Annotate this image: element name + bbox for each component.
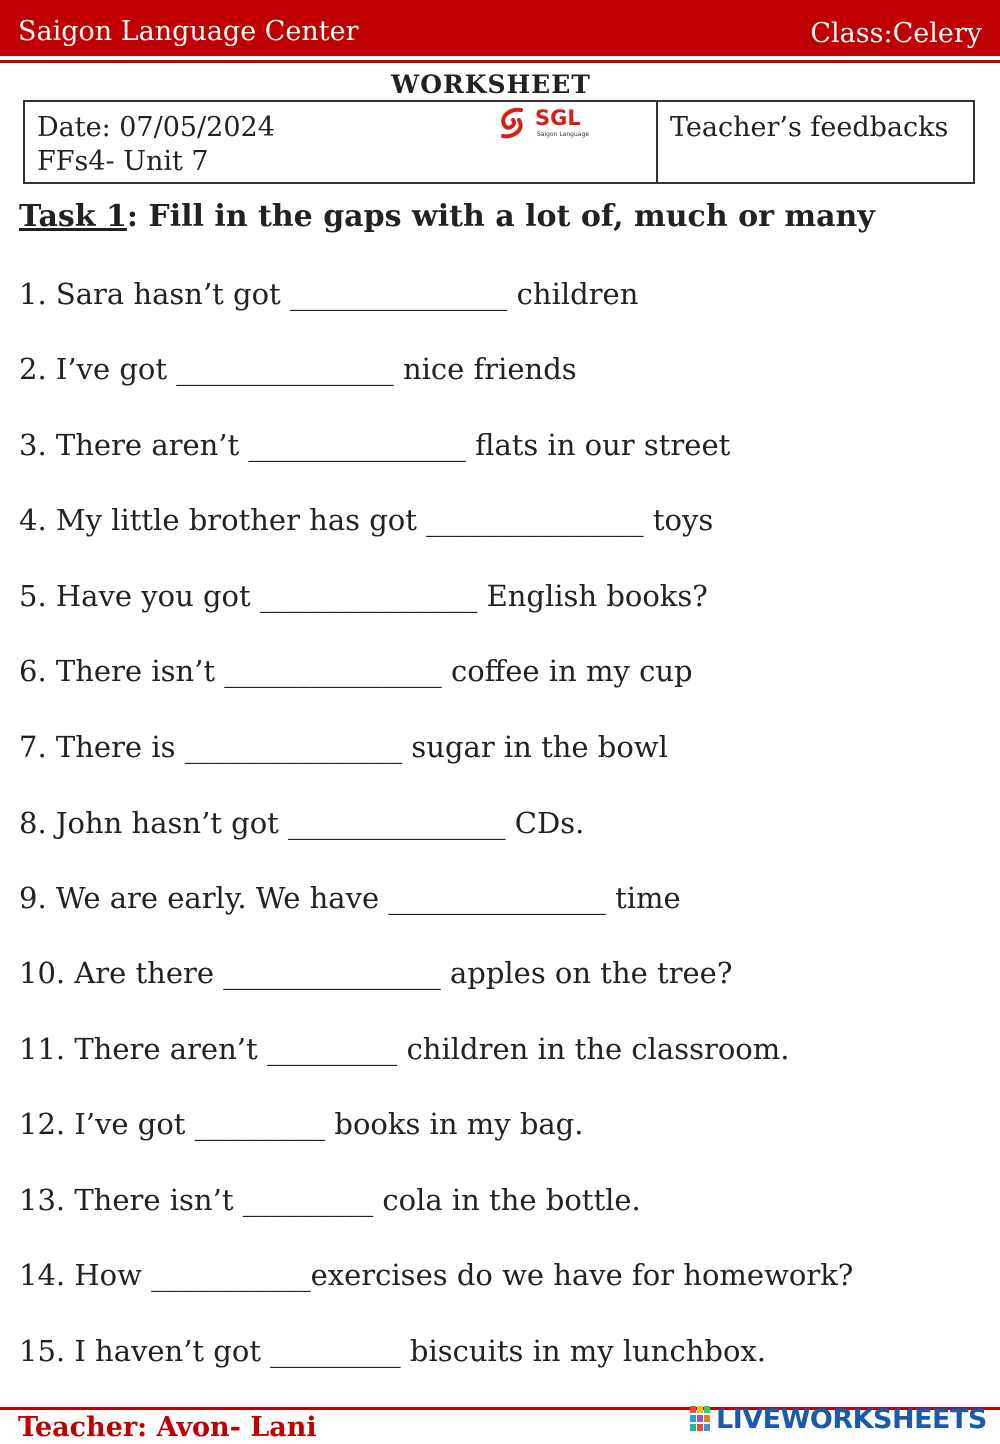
- question-14: 14. How ___________exercises do we have for homework?: [19, 1258, 854, 1292]
- task-heading: [19, 199, 875, 234]
- liveworksheets-logo-icon: [690, 1406, 712, 1434]
- question-2: 2. I’ve got _______________ nice friends: [19, 352, 577, 386]
- info-box: [23, 100, 975, 184]
- info-box-divider: [656, 102, 658, 182]
- teacher-feedback-label: Teacher’s feedbacks: [670, 112, 949, 143]
- sgl-logo: [495, 104, 595, 142]
- sgl-logo-mark-icon: [495, 106, 531, 140]
- question-7: 7. There is _______________ sugar in the bowl: [19, 730, 668, 764]
- header-divider: [0, 60, 1000, 63]
- liveworksheets-text: LIVEWORKSHEETS: [716, 1404, 987, 1435]
- question-10: 10. Are there _______________ apples on the tree?: [19, 956, 733, 990]
- question-11: 11. There aren’t _________ children in the classroom.: [19, 1032, 790, 1066]
- question-8: 8. John hasn’t got _______________ CDs.: [19, 806, 585, 840]
- question-6: 6. There isn’t _______________ coffee in my cup: [19, 654, 693, 688]
- question-9: 9. We are early. We have _______________ time: [19, 881, 681, 915]
- task-colon: :: [126, 199, 138, 234]
- question-4: 4. My little brother has got _______________ toys: [19, 503, 714, 537]
- unit-text: FFs4- Unit 7: [37, 146, 209, 177]
- school-name: Saigon Language Center: [18, 16, 359, 47]
- question-1: 1. Sara hasn’t got _______________ children: [19, 277, 639, 311]
- question-15: 15. I haven’t got _________ biscuits in my lunchbox.: [19, 1334, 766, 1368]
- question-12: 12. I’ve got _________ books in my bag.: [19, 1107, 584, 1141]
- question-3: 3. There aren’t _______________ flats in our street: [19, 428, 731, 462]
- logo-subtitle: Saigon Language: [537, 131, 589, 138]
- question-13: 13. There isn’t _________ cola in the bottle.: [19, 1183, 641, 1217]
- date-text: Date: 07/05/2024: [37, 112, 275, 143]
- logo-abbr: SGL: [535, 106, 581, 130]
- header-bar: [0, 0, 1000, 56]
- task-label: Task 1: [19, 199, 127, 234]
- question-5: 5. Have you got _______________ English books?: [19, 579, 708, 613]
- teacher-name: Teacher: Avon- Lani: [18, 1412, 317, 1443]
- task-instruction: Fill in the gaps with a lot of, much or many: [137, 199, 875, 234]
- worksheet-title: WORKSHEET: [391, 70, 591, 99]
- class-name: Class:Celery: [810, 18, 982, 49]
